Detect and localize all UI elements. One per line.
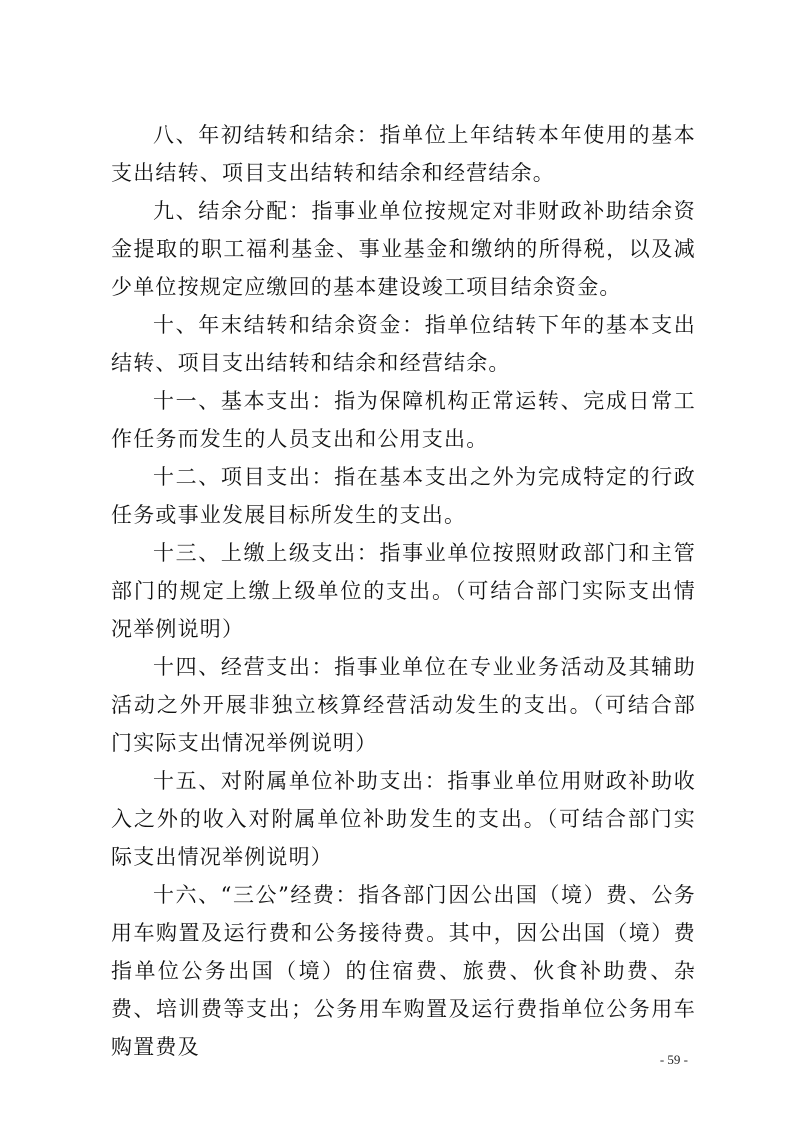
paragraph-13: 十三、上缴上级支出：指事业单位按照财政部门和主管部门的规定上缴上级单位的支出。（可结合部门实际支出情况举例说明） [111,541,696,641]
page-number: - 59 - [659,1052,688,1067]
paragraph-16: 十六、“三公”经费：指各部门因公出国（境）费、公务用车购置及运行费和公务接待费。其中，因公出国（境）费指单位公务出国（境）的住宿费、旅费、伙食补助费、杂费、培训费等支出；公务用车购置及运行费指单位公务用车购置费及 [111,883,696,1059]
paragraph-8: 八、年初结转和结余：指单位上年结转本年使用的基本支出结转、项目支出结转和结余和经营结余。 [111,123,696,185]
paragraph-15: 十五、对附属单位补助支出：指事业单位用财政补助收入之外的收入对附属单位补助发生的支出。（可结合部门实际支出情况举例说明） [111,769,696,869]
paragraph-9: 九、结余分配：指事业单位按规定对非财政补助结余资金提取的职工福利基金、事业基金和缴纳的所得税，以及减少单位按规定应缴回的基本建设竣工项目结余资金。 [111,199,696,299]
body-text [111,116,696,1066]
paragraph-12: 十二、项目支出：指在基本支出之外为完成特定的行政任务或事业发展目标所发生的支出。 [111,465,696,527]
paragraph-10: 十、年末结转和结余资金：指单位结转下年的基本支出结转、项目支出结转和结余和经营结余。 [111,313,696,375]
paragraph-11: 十一、基本支出：指为保障机构正常运转、完成日常工作任务而发生的人员支出和公用支出。 [111,389,696,451]
paragraph-14: 十四、经营支出：指事业单位在专业业务活动及其辅助活动之外开展非独立核算经营活动发生的支出。（可结合部门实际支出情况举例说明） [111,655,696,755]
